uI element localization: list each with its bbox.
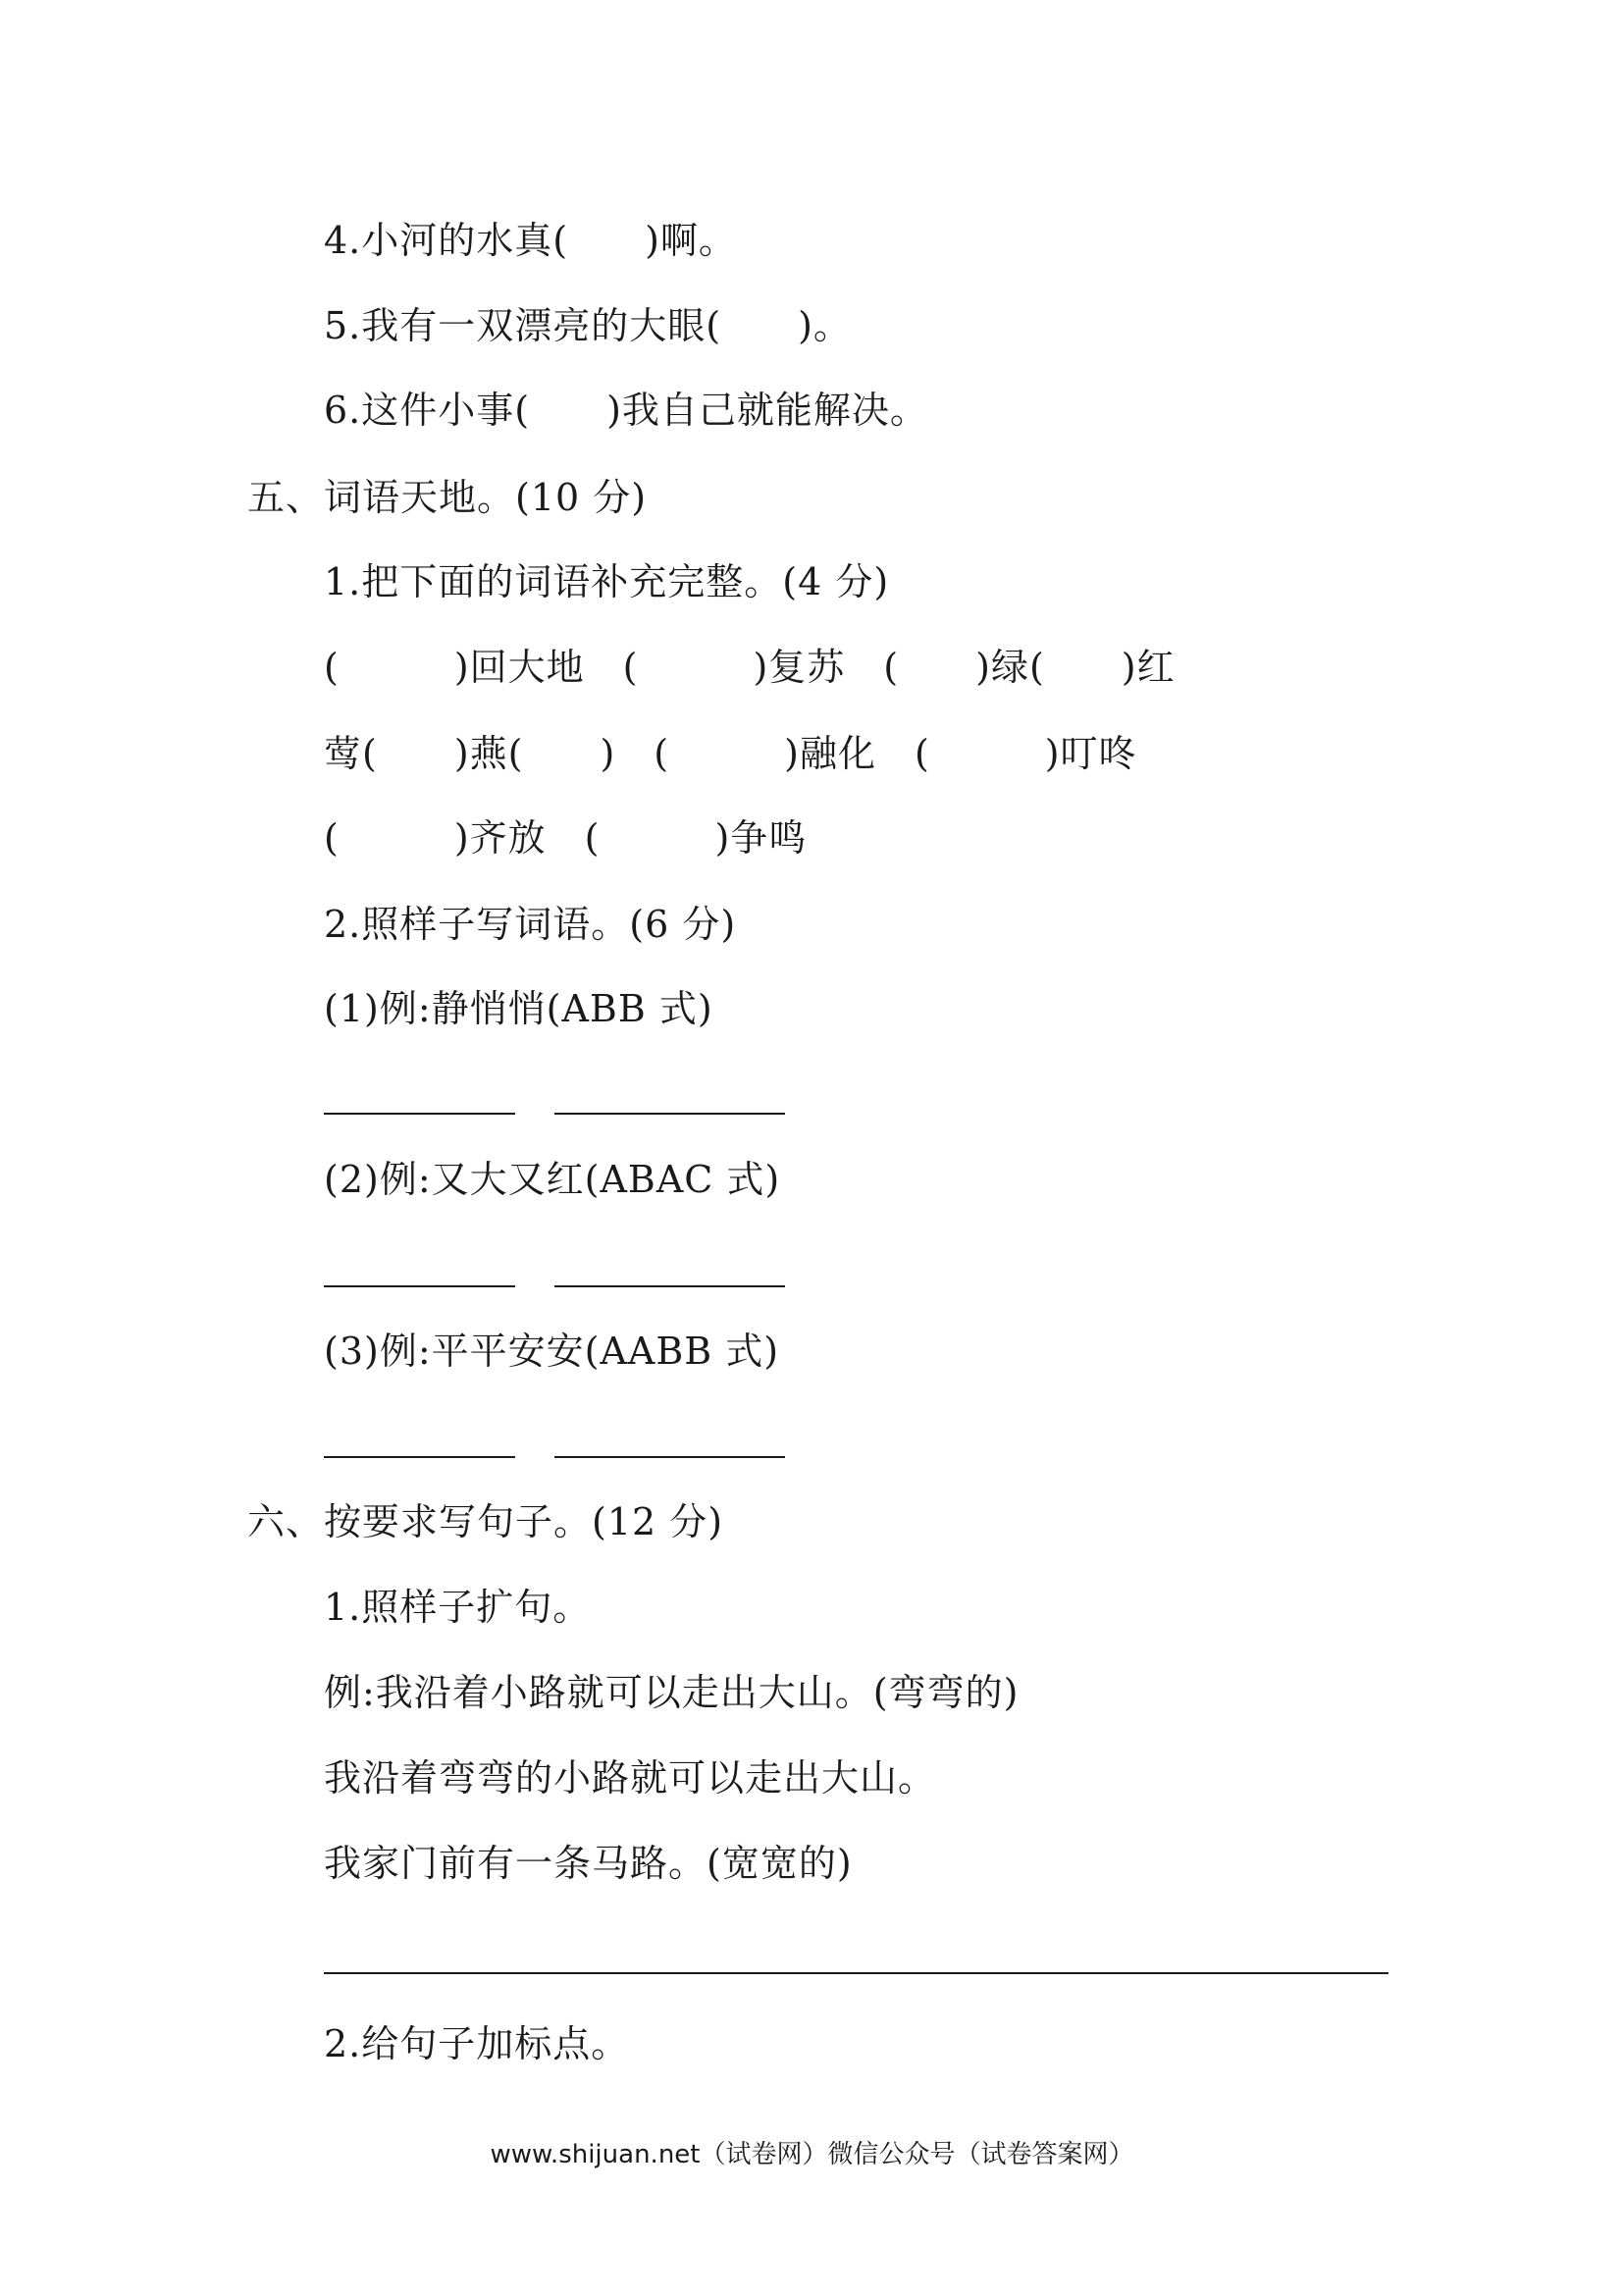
word-fill-row-3: ( )齐放 ( )争鸣	[324, 816, 808, 860]
question-item-4: 4.小河的水真( )啊。	[324, 219, 737, 262]
example-abac: (2)例:又大又红(ABAC 式)	[324, 1158, 781, 1201]
answer-blank[interactable]	[554, 1456, 785, 1458]
section-5-q2-prompt: 2.照样子写词语。(6 分)	[324, 903, 737, 946]
answer-blank[interactable]	[324, 1285, 515, 1287]
question-item-6: 6.这件小事( )我自己就能解决。	[324, 389, 928, 432]
answer-blank[interactable]	[324, 1113, 515, 1115]
section-6-q2-prompt: 2.给句子加标点。	[324, 2022, 630, 2065]
section-5-q1-prompt: 1.把下面的词语补充完整。(4 分)	[324, 560, 890, 603]
expand-sentence-answer: 我沿着弯弯的小路就可以走出大山。	[324, 1756, 937, 1800]
word-fill-row-2: 莺( )燕( ) ( )融化 ( )叮咚	[324, 732, 1137, 775]
sentence-answer-line[interactable]	[324, 1972, 1388, 1974]
page-footer: www.shijuan.net（试卷网）微信公众号（试卷答案网）	[490, 2140, 1134, 2169]
expand-sentence-task: 我家门前有一条马路。(宽宽的)	[324, 1842, 853, 1885]
example-abb: (1)例:静悄悄(ABB 式)	[324, 987, 713, 1030]
answer-blank[interactable]	[554, 1113, 785, 1115]
section-6-q1-prompt: 1.照样子扩句。	[324, 1586, 592, 1629]
expand-sentence-example: 例:我沿着小路就可以走出大山。(弯弯的)	[324, 1671, 1020, 1714]
section-6-title: 六、按要求写句子。(12 分)	[247, 1500, 724, 1543]
answer-blank[interactable]	[324, 1456, 515, 1458]
example-aabb: (3)例:平平安安(AABB 式)	[324, 1330, 780, 1373]
section-5-title: 五、词语天地。(10 分)	[247, 476, 648, 519]
answer-blank[interactable]	[554, 1285, 785, 1287]
question-item-5: 5.我有一双漂亮的大眼( )。	[324, 304, 852, 347]
word-fill-row-1: ( )回大地 ( )复苏 ( )绿( )红	[324, 646, 1176, 689]
